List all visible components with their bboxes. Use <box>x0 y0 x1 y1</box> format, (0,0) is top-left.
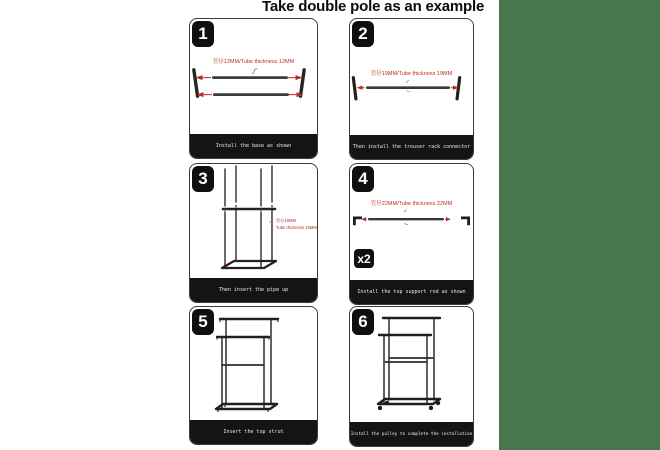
step-caption: Install the base as shown <box>215 143 292 149</box>
step-number-badge: 2 <box>352 21 374 47</box>
trouser-rack-connector-illustration <box>350 19 473 135</box>
step-caption: Install the pulley to complete the installation <box>350 431 473 437</box>
step-caption: Insert the top strut <box>223 429 284 435</box>
caption-bar <box>190 278 317 302</box>
step-panel-4 <box>349 163 474 305</box>
green-background-block <box>499 0 660 450</box>
step-panel-6 <box>349 306 474 447</box>
caption-bar <box>350 422 473 446</box>
caption-bar <box>190 134 317 158</box>
completed-rack-illustration <box>350 307 473 422</box>
caption-bar <box>350 135 473 159</box>
step-number-badge: 3 <box>192 166 214 192</box>
annotation-line-2: Tube thickness 19MM <box>276 225 317 230</box>
caption-bar <box>350 280 473 304</box>
page-title: Take double pole as an example <box>262 0 485 15</box>
step-caption: Install the top support rod as shown <box>357 289 466 295</box>
tube-size-annotation: 管径19MM/Tube thickness 19MM <box>370 71 453 77</box>
tube-size-annotation: 管径12MM/Tube thickness 12MM <box>212 59 295 65</box>
step-number-badge: 6 <box>352 309 374 335</box>
step-number-badge: 1 <box>192 21 214 47</box>
step-panel-5 <box>189 306 318 445</box>
step-number-badge: 5 <box>192 309 214 335</box>
pipe-assembly-illustration <box>190 164 317 278</box>
annotation-line-1: 管径19MM <box>276 218 297 223</box>
base-tubes-illustration <box>190 19 317 132</box>
tube-size-annotation: 管径22MM/Tube thickness 22MM <box>370 201 453 207</box>
step-number-badge: 4 <box>352 166 374 192</box>
quantity-badge: x2 <box>354 249 374 268</box>
caption-bar <box>190 420 317 444</box>
step-caption: Then install the trouser rack connector <box>352 144 471 150</box>
step-panel-2 <box>349 18 474 160</box>
step-caption: Then insert the pipe up <box>218 287 289 293</box>
top-strut-illustration <box>190 307 317 420</box>
step-panel-1 <box>189 18 318 159</box>
step-panel-3 <box>189 163 318 303</box>
